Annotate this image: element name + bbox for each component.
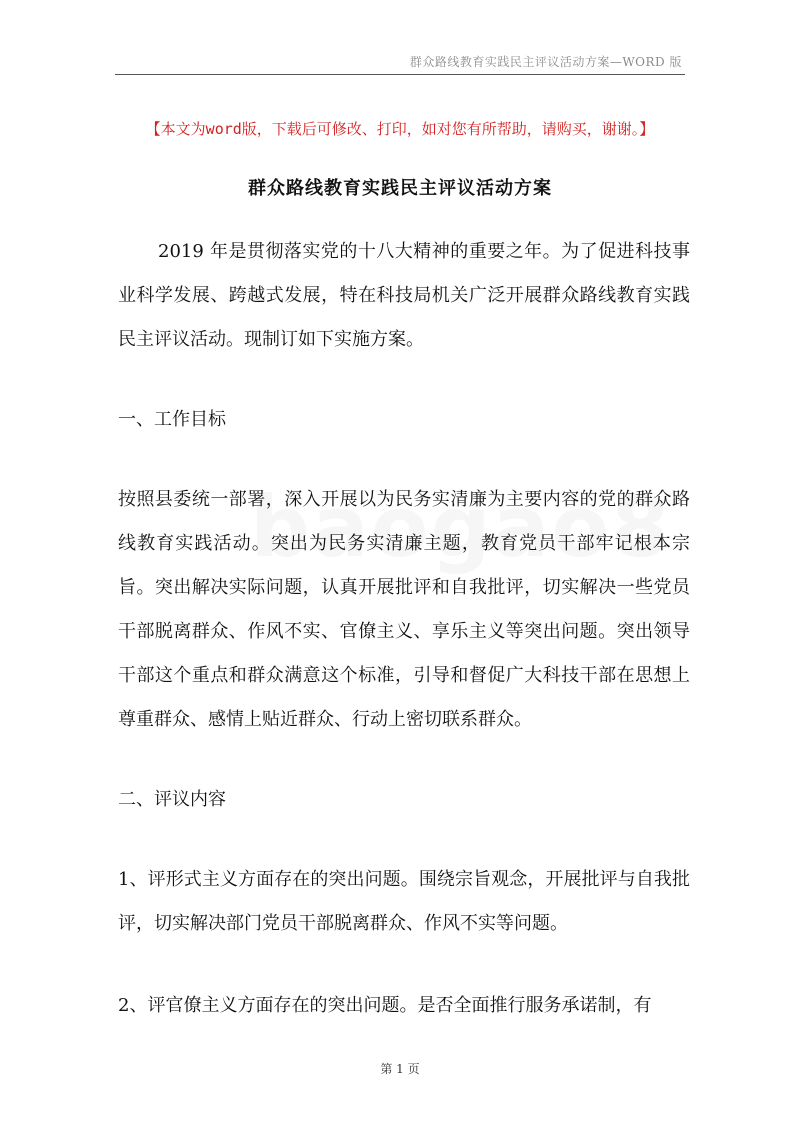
goals-paragraph: 按照县委统一部署，深入开展以为民务实清廉为主要内容的党的群众路线教育实践活动。突出为民务实清廉主题，教育党员干部牢记根本宗旨。突出解决实际问题，认真开展批评和自我批评，切实解决一些党员干部脱离群众、作风不实、官僚主义、享乐主义等突出问题。突出领导干部这个重点和群众满意这个标准，引导和督促广大科技干部在思想上尊重群众、感情上贴近群众、行动上密切联系群众。 — [118, 489, 690, 730]
list-item-2: 2、评官僚主义方面存在的突出问题。是否全面推行服务承诺制，有 — [118, 995, 652, 1016]
section-heading-goals: 一、工作目标 — [118, 409, 226, 430]
header-divider — [115, 74, 685, 75]
intro-paragraph: 2019 年是贯彻落实党的十八大精神的重要之年。为了促进科技事业科学发展、跨越式发展，特在科技局机关广泛开展群众路线教育实践民主评议活动。现制订如下实施方案。 — [118, 241, 690, 350]
list-item-1: 1、评形式主义方面存在的突出问题。围绕宗旨观念，开展批评与自我批评，切实解决部门党员干部脱离群众、作风不实等问题。 — [118, 869, 690, 934]
page-number: 第 1 页 — [380, 1062, 420, 1076]
document-title: 群众路线教育实践民主评议活动方案 — [248, 178, 552, 199]
section-heading-content: 二、评议内容 — [118, 789, 226, 810]
running-header: 群众路线教育实践民主评议活动方案—WORD 版 — [409, 55, 682, 69]
purchase-notice: 【本文为word版，下载后可修改、打印，如对您有所帮助，请购买，谢谢。】 — [145, 120, 655, 138]
